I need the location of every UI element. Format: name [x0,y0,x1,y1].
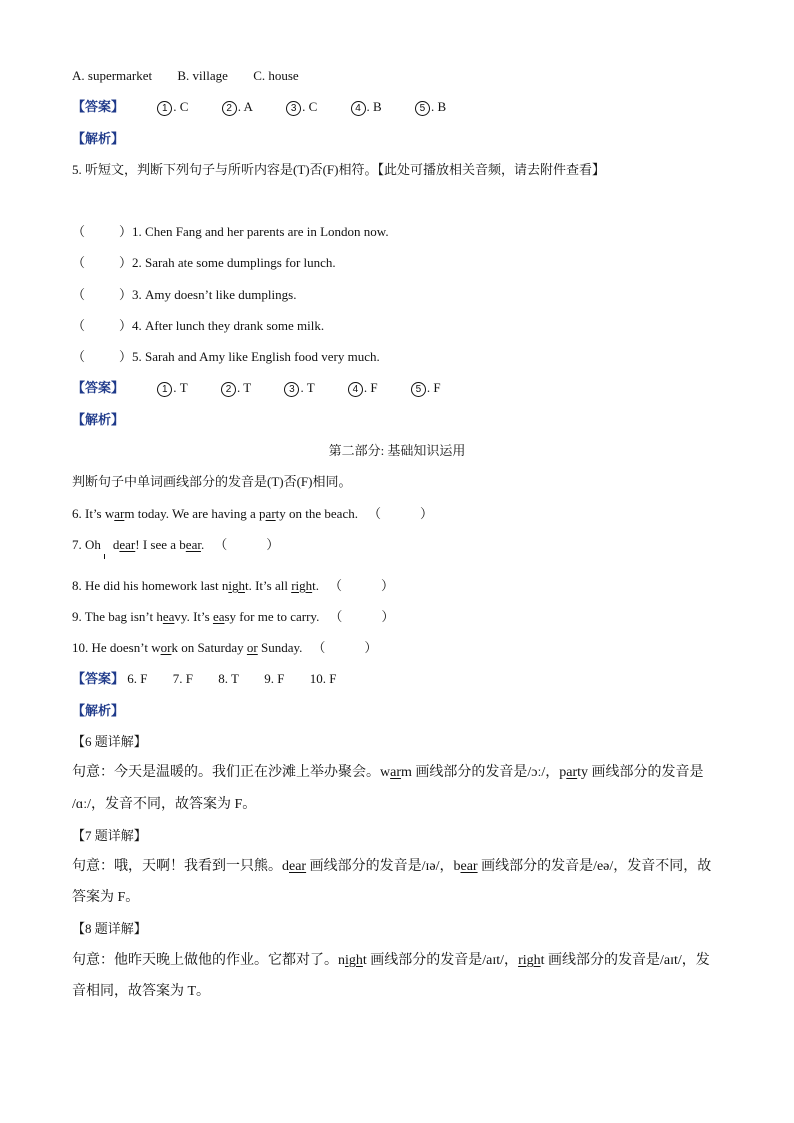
detail-7-title: 【7 题详解】 [72,828,147,843]
circle-number: 3 [286,101,301,116]
stray-mark [104,554,105,559]
part2-answer-row [72,671,336,687]
answer-value: . T [236,380,252,395]
detail-7-line2: 答案为 F。 [72,890,140,905]
circle-number: 2 [221,382,236,397]
question-7 [72,537,279,553]
paren-close: ） [119,349,133,364]
q5-answer-2 [221,380,251,395]
answer-value: . F [426,380,441,395]
q4-answer-3 [286,99,317,114]
circle-number: 1 [157,101,172,116]
text: m 画线部分的发音是/ɔː/，p [401,765,567,780]
paren-close: ） [119,287,133,302]
underlined-part: or [246,640,258,655]
q5-item-3 [72,287,296,303]
detail-8-line1 [72,953,710,969]
text: k on Saturday [171,640,247,655]
answer-value: . A [237,99,253,114]
analysis-label: 【解析】 [72,703,125,718]
question-10 [72,640,377,656]
section-title: 第二部分: 基础知识运用 [328,443,466,458]
q4-answer-5 [415,99,446,114]
part2-instruction: 判断句子中单词画线部分的发音是(T)否(F)相同。 [72,474,352,489]
text: sy for me to carry. [224,609,320,624]
text: 画线部分的发音是/ɪə/，b [306,859,461,874]
underlined-part: ear [185,537,201,552]
text: t. It’s all [244,578,292,593]
answer-value: . C [173,99,189,114]
detail-6-line1 [72,765,704,781]
answer-value: 10. F [309,671,337,686]
answer-value: . B [366,99,382,114]
answer-value: . T [173,380,188,395]
q4-answer-2 [222,99,253,114]
answer-value: . C [302,99,318,114]
text: vy. It’s [174,609,213,624]
question-9 [72,609,394,625]
answer-value: 6. F [127,671,148,686]
underlined-part: ear [119,537,136,552]
paren-close: ） [119,318,133,333]
item-text: 4. After lunch they drank some milk. [132,318,325,333]
answer-value: 8. T [218,671,239,686]
underlined-part: igh [228,578,245,593]
text: 9. The bag isn’t h [72,609,163,624]
q4-option-b: B. village [177,68,228,83]
underlined-part: ear [289,859,307,874]
underlined-part: righ [291,578,313,593]
item-text: 1. Chen Fang and her parents are in London now. [132,224,389,239]
circle-number: 1 [157,382,172,397]
q4-options [72,68,299,84]
text: 句意：他昨天晚上做他的作业。它都对了。n [72,953,345,968]
detail-6-title: 【6 题详解】 [72,734,147,749]
answer-value: . T [300,380,315,395]
underlined-part: ar [390,765,401,780]
q5-item-1 [72,224,389,240]
detail-6-line2: /ɑː/，发音不同，故答案为 F。 [72,797,257,812]
paren-open: （ [72,255,86,270]
question-8 [72,578,394,594]
q4-answer-row [72,99,446,116]
circle-number: 4 [348,382,363,397]
underlined-part: ea [212,609,225,624]
question-6 [72,506,433,522]
paren-open: （ [72,287,86,302]
text: ty on the beach. [275,506,358,521]
paren-open: （ [72,349,86,364]
detail-8-line2: 音相同，故答案为 T。 [72,984,211,999]
circle-number: 2 [222,101,237,116]
circle-number: 5 [411,382,426,397]
underlined-part: ar [265,506,276,521]
paren-close: ） [119,224,133,239]
text: 10. He doesn’t w [72,640,161,655]
text: t. [312,578,320,593]
analysis-label: 【解析】 [72,412,125,427]
answer-value: 9. F [264,671,285,686]
underlined-part: or [160,640,172,655]
answer-blank: （ ） [329,609,395,624]
q4-answer-4 [351,99,382,114]
answer-label: 【答案】 [72,99,125,114]
answer-label: 【答案】 [72,671,125,686]
text: 句意：哦，天啊！我看到一只熊。d [72,859,289,874]
text: . [200,537,205,552]
text: Sunday. [257,640,303,655]
answer-value: . F [363,380,378,395]
detail-7-line1 [72,859,711,875]
text: 画线部分的发音是/eə/，发音不同，故 [477,859,712,874]
answer-blank: （ ） [329,578,395,593]
text: 句意：今天是温暖的。我们正在沙滩上举办聚会。w [72,765,391,780]
q5-item-2 [72,255,336,271]
text: 6. It’s w [72,506,115,521]
answer-value: . B [430,99,447,114]
text: ty 画线部分的发音是 [577,765,704,780]
text: 7. Oh [72,537,101,552]
underlined-part: ar [114,506,125,521]
q4-answer-1 [157,99,188,114]
q5-answer-1 [157,380,187,395]
detail-8-title: 【8 题详解】 [72,921,147,936]
text: d [112,537,120,552]
underlined-part: ea [162,609,175,624]
underlined-part: ear [460,859,478,874]
text: ! I see a b [135,537,186,552]
answer-label: 【答案】 [72,380,125,395]
underlined-part: righ [518,953,541,968]
text: m today. We are having a p [124,506,266,521]
paren-close: ） [119,255,133,270]
circle-number: 4 [351,101,366,116]
analysis-label: 【解析】 [72,131,125,146]
q5-answer-3 [284,380,314,395]
q5-item-5 [72,349,380,365]
q4-option-a: A. supermarket [72,68,153,83]
answer-blank: （ ） [312,640,378,655]
q5-answer-5 [411,380,441,395]
q5-answer-row [72,380,441,397]
paren-open: （ [72,318,86,333]
text: t 画线部分的发音是/aɪt/， [362,953,519,968]
q5-instruction: 5. 听短文，判断下列句子与所听内容是(T)否(F)相符。【此处可播放相关音频，请去附件查看】 [72,162,605,177]
q4-option-c: C. house [253,68,299,83]
q5-answer-4 [348,380,378,395]
item-text: 3. Amy doesn’t like dumplings. [132,287,297,302]
circle-number: 3 [284,382,299,397]
underlined-part: ar [566,765,578,780]
item-text: 2. Sarah ate some dumplings for lunch. [132,255,336,270]
circle-number: 5 [415,101,430,116]
answer-blank: （ ） [214,537,280,552]
text: 8. He did his homework last n [72,578,229,593]
text: t 画线部分的发音是/aɪt/，发 [540,953,710,968]
item-text: 5. Sarah and Amy like English food very much. [132,349,380,364]
underlined-part: igh [345,953,363,968]
q5-item-4 [72,318,324,334]
answer-blank: （ ） [367,506,433,521]
paren-open: （ [72,224,86,239]
answer-value: 7. F [172,671,193,686]
